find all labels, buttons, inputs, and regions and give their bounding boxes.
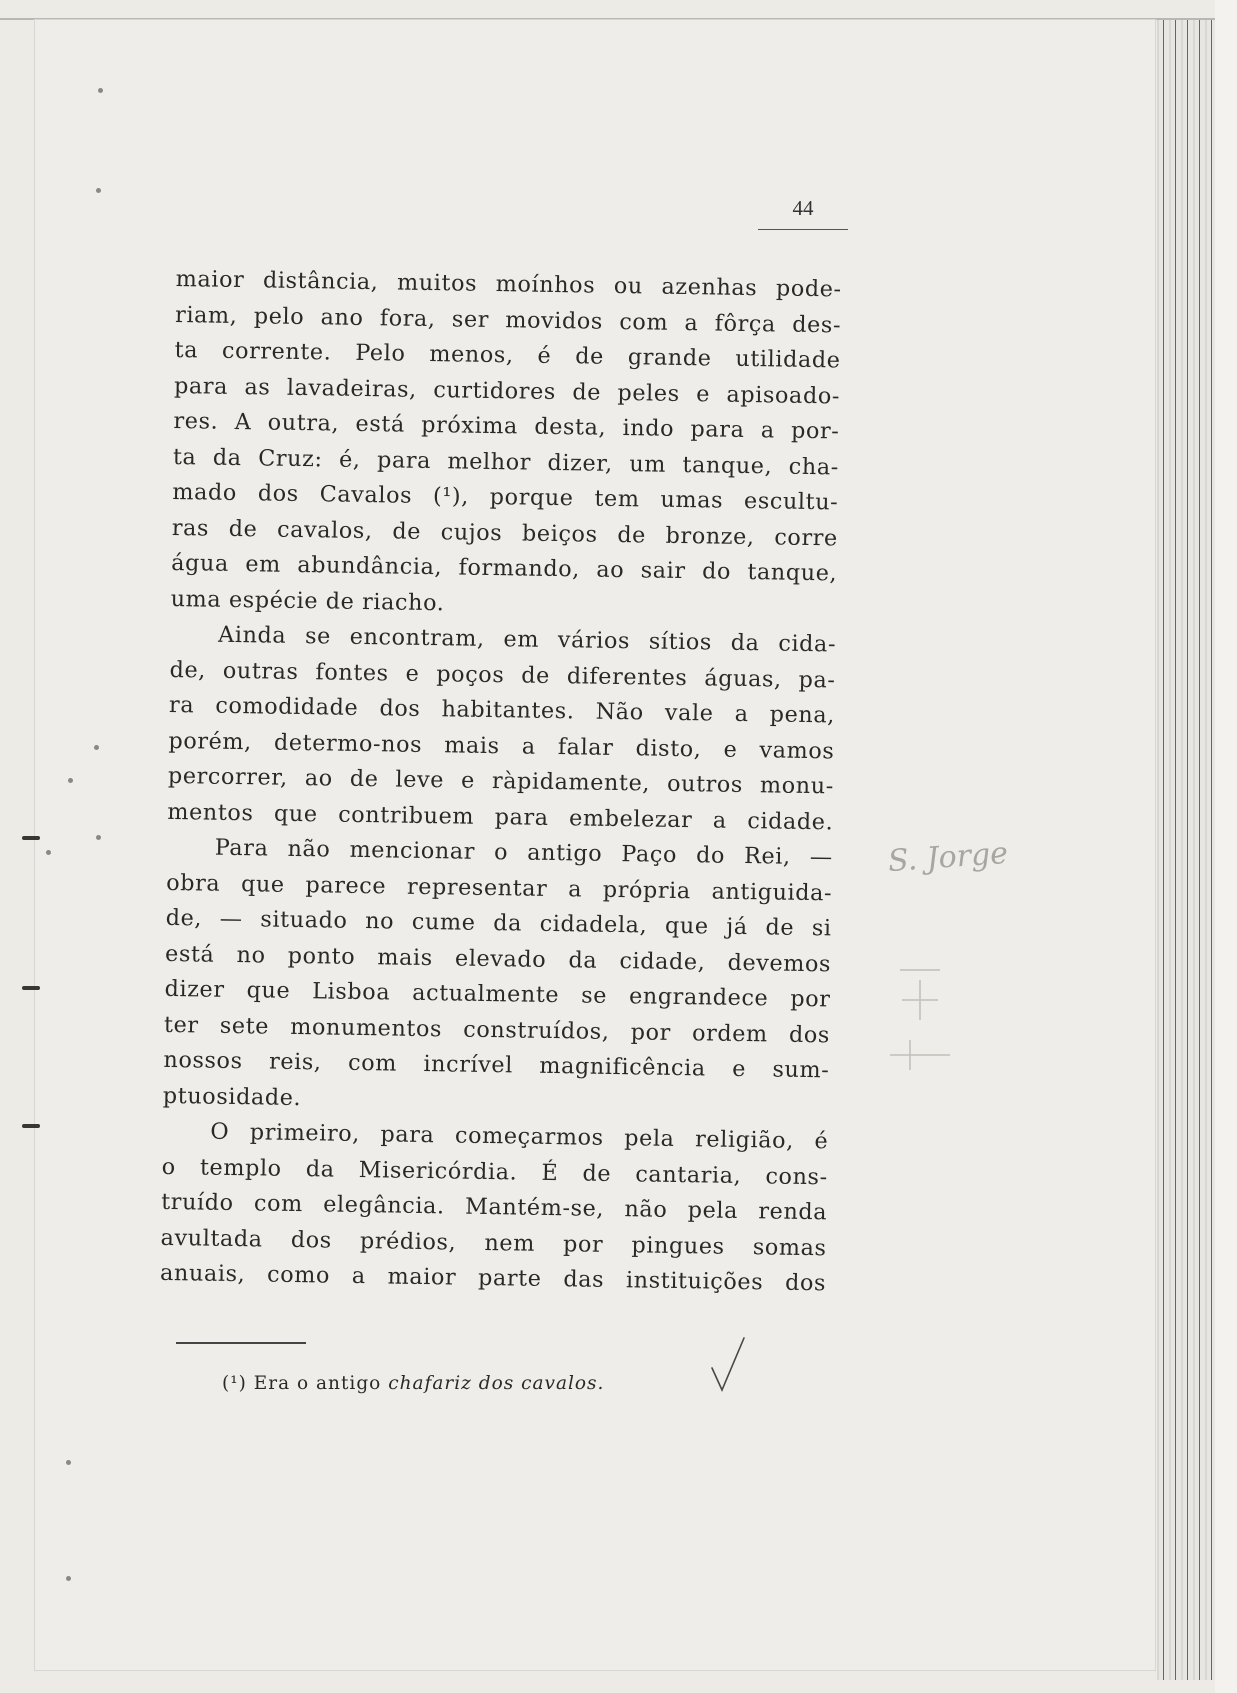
- text-line: anuais, como a maior parte das instituições dos: [159, 1259, 827, 1297]
- text-line: nossos reis, com incrível magnificência e sum-: [163, 1046, 830, 1084]
- text-line: ter sete monumentos construídos, por ordem dos: [163, 1011, 831, 1048]
- text-line: porém, determo-nos mais a falar disto, e vamos: [168, 727, 835, 764]
- text-line: ptuosidade.: [162, 1082, 302, 1111]
- text-line: mado dos Cavalos (¹), porque tem umas escultu-: [172, 478, 839, 516]
- check-mark-icon: [708, 1334, 748, 1394]
- footnote-italic: chafariz dos cavalos.: [388, 1373, 605, 1394]
- binding-edge: [1157, 20, 1217, 1680]
- text-line: ta corrente. Pelo menos, é de grande utilidade: [174, 336, 841, 374]
- punch-hole: [94, 745, 99, 750]
- margin-annotation: S. Jorge: [886, 835, 1010, 880]
- footnote-text: Era o antigo: [253, 1373, 382, 1394]
- text-line: avultada dos prédios, nem por pingues somas: [160, 1224, 827, 1261]
- punch-hole: [66, 1576, 71, 1581]
- page-number: 44: [758, 196, 848, 230]
- text-line: truído com elegância. Mantém-se, não pela renda: [161, 1188, 828, 1226]
- punch-hole: [66, 1460, 71, 1465]
- text-line: está no ponto mais elevado da cidade, devemos: [164, 940, 832, 977]
- footnote-marker: (¹): [222, 1373, 247, 1394]
- text-line: ta da Cruz: é, para melhor dizer, um tanque, cha-: [172, 443, 840, 480]
- text-line: mentos que contribuem para embelezar a cidade.: [167, 798, 834, 835]
- punch-hole: [68, 778, 73, 783]
- footnote: [222, 1373, 604, 1394]
- faint-pencil-marks: [880, 960, 960, 1080]
- text-line: de, outras fontes e poços de diferentes águas, pa-: [169, 656, 836, 693]
- text-line: obra que parece representar a própria antiguida-: [166, 869, 833, 906]
- punch-hole: [98, 88, 103, 93]
- binding-clip-mark: [22, 836, 40, 840]
- text-line: uma espécie de riacho.: [170, 585, 445, 616]
- outer-margin: [1215, 0, 1237, 1693]
- text-line: res. A outra, está próxima desta, indo para a por-: [173, 407, 840, 445]
- footnote-separator: [176, 1342, 306, 1344]
- text-line: de, — situado no cume da cidadela, que já de si: [165, 904, 832, 942]
- text-line: para as lavadeiras, curtidores de peles e apisoado-: [173, 372, 841, 409]
- text-line: O primeiro, para começarmos pela religião, é: [210, 1118, 829, 1155]
- body-text: [160, 262, 842, 1302]
- text-line: ras de cavalos, de cujos beiços de bronze, corre: [171, 514, 838, 551]
- text-line: ra comodidade dos habitantes. Não vale a pena,: [168, 691, 836, 729]
- text-line: Para não mencionar o antigo Paço do Rei, —: [214, 834, 833, 871]
- text-line: Ainda se encontram, em vários sítios da cida-: [217, 621, 837, 658]
- text-line: dizer que Lisboa actualmente se engrandece por: [164, 975, 831, 1013]
- binding-clip-mark: [22, 1124, 40, 1128]
- text-line: água em abundância, formando, ao sair do tanque,: [171, 549, 838, 587]
- punch-hole: [96, 188, 101, 193]
- text-line: riam, pelo ano fora, ser movidos com a fôrça des-: [174, 301, 842, 338]
- binding-clip-mark: [22, 986, 40, 990]
- text-line: percorrer, ao de leve e ràpidamente, outros monu-: [167, 762, 835, 800]
- punch-hole: [96, 835, 101, 840]
- text-line: o templo da Misericórdia. É de cantaria, cons-: [161, 1153, 828, 1190]
- text-line: maior distância, muitos moínhos ou azenhas pode-: [175, 265, 842, 303]
- punch-hole: [46, 850, 51, 855]
